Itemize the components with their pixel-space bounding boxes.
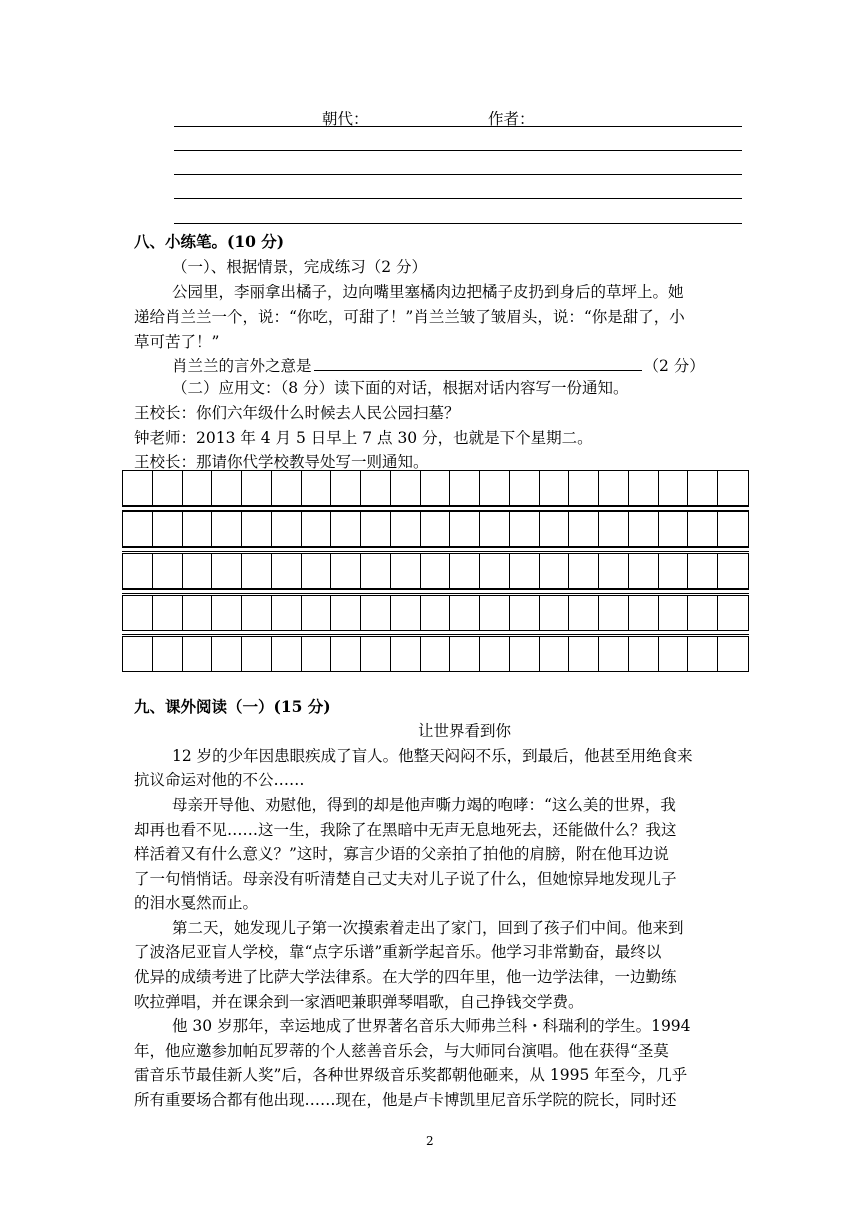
grid-cell[interactable] [331, 554, 361, 588]
answer-line-2[interactable] [174, 150, 742, 151]
grid-cell[interactable] [510, 637, 540, 671]
grid-cell[interactable] [718, 512, 748, 546]
grid-cell[interactable] [718, 637, 748, 671]
grid-cell[interactable] [242, 554, 272, 588]
grid-cell[interactable] [629, 512, 659, 546]
dynasty-label: 朝代： [322, 110, 369, 128]
grid-cell[interactable] [569, 471, 599, 505]
grid-cell[interactable] [540, 637, 570, 671]
grid-cell[interactable] [688, 471, 718, 505]
grid-cell[interactable] [569, 637, 599, 671]
grid-row[interactable] [122, 470, 749, 506]
grid-cell[interactable] [242, 596, 272, 630]
passage-line: 他 30 岁那年，幸运地成了世界著名音乐大师弗兰科・科瑞利的学生。1994 [172, 1017, 691, 1035]
grid-row[interactable] [122, 553, 749, 589]
question-line [172, 355, 705, 375]
grid-cell[interactable] [688, 554, 718, 588]
grid-cell[interactable] [272, 637, 302, 671]
page-number: 2 [426, 1134, 434, 1148]
question-score: （2 分） [643, 357, 705, 375]
passage-line: 抗议命运对他的不公…… [134, 771, 305, 789]
grid-cell[interactable] [421, 471, 451, 505]
grid-cell[interactable] [331, 471, 361, 505]
grid-cell[interactable] [718, 596, 748, 630]
grid-cell[interactable] [421, 596, 451, 630]
grid-cell[interactable] [421, 512, 451, 546]
grid-cell[interactable] [510, 471, 540, 505]
grid-cell[interactable] [153, 554, 183, 588]
grid-cell[interactable] [599, 512, 629, 546]
grid-cell[interactable] [718, 471, 748, 505]
grid-cell[interactable] [272, 512, 302, 546]
passage-line: 年，他应邀参加帕瓦罗蒂的个人慈善音乐会，与大师同台演唱。他在获得“圣莫 [134, 1042, 669, 1060]
grid-cell[interactable] [123, 554, 153, 588]
grid-cell[interactable] [599, 596, 629, 630]
dialogue-line-3: 王校长：那请你代学校教导处写一则通知。 [134, 453, 429, 471]
grid-cell[interactable] [629, 471, 659, 505]
passage-line: 了一句悄悄话。母亲没有听清楚自己丈夫对儿子说了什么，但她惊异地发现儿子 [134, 870, 677, 888]
grid-cell[interactable] [480, 637, 510, 671]
passage-line: 优异的成绩考进了比萨大学法律系。在大学的四年里，他一边学法律，一边勤练 [134, 968, 677, 986]
grid-cell[interactable] [212, 554, 242, 588]
answer-line-3[interactable] [174, 174, 742, 175]
grid-cell[interactable] [123, 471, 153, 505]
answer-line-5[interactable] [174, 223, 742, 224]
passage-title: 让世界看到你 [418, 722, 512, 740]
grid-cell[interactable] [153, 596, 183, 630]
grid-cell[interactable] [688, 637, 718, 671]
grid-row-separator [122, 547, 749, 552]
grid-cell[interactable] [569, 554, 599, 588]
grid-cell[interactable] [302, 512, 332, 546]
grid-cell[interactable] [361, 512, 391, 546]
passage-line: 了波洛尼亚盲人学校，靠“点字乐谱”重新学起音乐。他学习非常勤奋，最终以 [134, 943, 662, 961]
passage-line: 母亲开导他、劝慰他，得到的却是他声嘶力竭的咆哮：“这么美的世界，我 [172, 796, 676, 814]
grid-cell[interactable] [599, 471, 629, 505]
grid-cell[interactable] [183, 596, 213, 630]
grid-cell[interactable] [212, 637, 242, 671]
grid-cell[interactable] [659, 471, 689, 505]
section9-title: 九、课外阅读（一）(15 分) [134, 697, 331, 716]
grid-cell[interactable] [480, 596, 510, 630]
grid-cell[interactable] [361, 637, 391, 671]
grid-cell[interactable] [659, 554, 689, 588]
grid-cell[interactable] [212, 471, 242, 505]
grid-cell[interactable] [242, 471, 272, 505]
grid-row[interactable] [122, 636, 749, 672]
grid-cell[interactable] [391, 596, 421, 630]
grid-row-separator [122, 589, 749, 594]
grid-cell[interactable] [272, 471, 302, 505]
grid-cell[interactable] [302, 471, 332, 505]
grid-cell[interactable] [153, 637, 183, 671]
grid-cell[interactable] [450, 512, 480, 546]
author-label: 作者： [488, 110, 535, 128]
grid-cell[interactable] [540, 471, 570, 505]
passage-line: 第二天，她发现儿子第一次摸索着走出了家门，回到了孩子们中间。他来到 [172, 919, 684, 937]
grid-row-separator [122, 506, 749, 511]
grid-cell[interactable] [659, 637, 689, 671]
grid-cell[interactable] [123, 512, 153, 546]
grid-cell[interactable] [212, 596, 242, 630]
scenario-line-3: 草可苦了！” [134, 333, 220, 351]
grid-cell[interactable] [331, 596, 361, 630]
grid-cell[interactable] [569, 596, 599, 630]
grid-cell[interactable] [183, 471, 213, 505]
grid-cell[interactable] [331, 637, 361, 671]
grid-cell[interactable] [361, 596, 391, 630]
grid-cell[interactable] [123, 637, 153, 671]
grid-cell[interactable] [242, 637, 272, 671]
section8-part1-title: （一）、根据情景，完成练习（2 分） [172, 258, 428, 276]
grid-cell[interactable] [659, 512, 689, 546]
grid-cell[interactable] [242, 512, 272, 546]
question-prefix: 肖兰兰的言外之意是 [172, 357, 312, 375]
grid-cell[interactable] [480, 471, 510, 505]
grid-cell[interactable] [272, 554, 302, 588]
section8-part2-title: （二）应用文：（8 分）读下面的对话，根据对话内容写一份通知。 [172, 379, 629, 397]
grid-cell[interactable] [629, 637, 659, 671]
grid-cell[interactable] [659, 596, 689, 630]
grid-cell[interactable] [361, 554, 391, 588]
grid-cell[interactable] [480, 512, 510, 546]
passage-line: 12 岁的少年因患眼疾成了盲人。他整天闷闷不乐，到最后，他甚至用绝食来 [172, 747, 693, 765]
passage-line: 所有重要场合都有他出现……现在，他是卢卡博凯里尼音乐学院的院长，同时还 [134, 1091, 677, 1109]
grid-cell[interactable] [302, 596, 332, 630]
grid-cell[interactable] [599, 637, 629, 671]
grid-cell[interactable] [391, 471, 421, 505]
grid-cell[interactable] [510, 512, 540, 546]
dialogue-line-1: 王校长：你们六年级什么时候去人民公园扫墓？ [134, 404, 460, 422]
passage-line: 吹拉弹唱，并在课余到一家酒吧兼职弹琴唱歌，自己挣钱交学费。 [134, 993, 584, 1011]
grid-cell[interactable] [421, 554, 451, 588]
grid-cell[interactable] [272, 596, 302, 630]
grid-cell[interactable] [510, 554, 540, 588]
grid-cell[interactable] [450, 596, 480, 630]
grid-cell[interactable] [540, 554, 570, 588]
passage-line: 却再也看不见……这一生，我除了在黑暗中无声无息地死去，还能做什么？我这 [134, 821, 677, 839]
grid-cell[interactable] [540, 596, 570, 630]
passage-line: 雷音乐节最佳新人奖”后，各种世界级音乐奖都朝他砸来，从 1995 年至今，几乎 [134, 1066, 688, 1084]
answer-line-4[interactable] [174, 198, 742, 199]
grid-cell[interactable] [302, 637, 332, 671]
grid-row[interactable] [122, 511, 749, 547]
grid-cell[interactable] [688, 512, 718, 546]
passage-line: 的泪水戛然而止。 [134, 894, 259, 912]
section8-title: 八、小练笔。(10 分) [134, 232, 285, 251]
grid-cell[interactable] [450, 637, 480, 671]
grid-cell[interactable] [629, 596, 659, 630]
grid-row[interactable] [122, 595, 749, 631]
grid-cell[interactable] [421, 637, 451, 671]
grid-cell[interactable] [450, 471, 480, 505]
scenario-line-1: 公园里，李丽拿出橘子，边向嘴里塞橘肉边把橘子皮扔到身后的草坪上。她 [172, 283, 684, 301]
grid-cell[interactable] [480, 554, 510, 588]
grid-cell[interactable] [302, 554, 332, 588]
grid-cell[interactable] [450, 554, 480, 588]
grid-cell[interactable] [183, 512, 213, 546]
grid-cell[interactable] [153, 512, 183, 546]
grid-cell[interactable] [391, 637, 421, 671]
grid-cell[interactable] [391, 554, 421, 588]
answer-blank[interactable] [314, 355, 642, 371]
grid-cell[interactable] [361, 471, 391, 505]
grid-cell[interactable] [391, 512, 421, 546]
answer-line-1[interactable] [174, 126, 742, 127]
grid-cell[interactable] [599, 554, 629, 588]
dialogue-line-2: 钟老师：2013 年 4 月 5 日早上 7 点 30 分，也就是下个星期二。 [134, 429, 593, 447]
grid-cell[interactable] [718, 554, 748, 588]
grid-cell[interactable] [183, 637, 213, 671]
grid-row-separator [122, 630, 749, 635]
scenario-line-2: 递给肖兰兰一个，说：“你吃，可甜了！”肖兰兰皱了皱眉头，说：“你是甜了，小 [134, 308, 685, 326]
grid-cell[interactable] [510, 596, 540, 630]
grid-cell[interactable] [183, 554, 213, 588]
grid-cell[interactable] [123, 596, 153, 630]
grid-cell[interactable] [629, 554, 659, 588]
grid-cell[interactable] [331, 512, 361, 546]
grid-cell[interactable] [569, 512, 599, 546]
grid-cell[interactable] [212, 512, 242, 546]
grid-cell[interactable] [153, 471, 183, 505]
grid-cell[interactable] [540, 512, 570, 546]
grid-cell[interactable] [688, 596, 718, 630]
passage-line: 样活着又有什么意义？”这时，寡言少语的父亲拍了拍他的肩膀，附在他耳边说 [134, 845, 669, 863]
